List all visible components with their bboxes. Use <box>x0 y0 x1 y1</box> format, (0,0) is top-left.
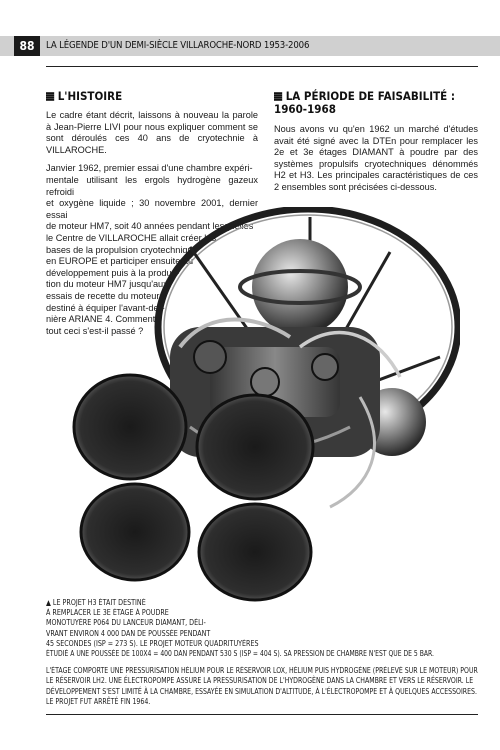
caption-line: À REMPLACER LE 3E ÉTAGE À POUDRE <box>46 608 169 618</box>
text-line: Janvier 1962, premier essai d'une chambre expéri- <box>46 163 253 174</box>
nozzle-lower-right <box>199 504 311 600</box>
nozzle-upper-right <box>197 395 313 499</box>
text-line: tout ceci s'est-il passé ? <box>46 325 144 336</box>
feasibility-paragraph-1: Nous avons vu qu'en 1962 un marché d'études avait été signé avec la DTEn pour remplacer les 2e et 3e étages DIAMANT à poudre par des systèmes propulsifs cryotechniques dénommés H2 et H3. Les principales caractéristiques de ces 2 ensembles sont précisées ci-dessous. <box>274 124 478 192</box>
text-line: le Centre de VILLAROCHE allait créer les <box>46 232 217 243</box>
text-line: nière ARIANE 4. Comment <box>46 314 156 325</box>
text-line: bases de la propulsion cryotechnique <box>46 244 198 255</box>
text-line: et oxygène liquide ; 30 novembre 2001, dernier essai <box>46 198 258 220</box>
oxidizer-tank-sphere <box>252 239 348 335</box>
top-rule <box>46 66 478 67</box>
text-line: mentale utilisant les ergols hydrogène gazeux refroidi <box>46 174 258 197</box>
text-line: destiné à équiper l'avant-der- <box>46 302 165 313</box>
heading-text-line2: 1960-1968 <box>274 102 336 116</box>
running-title: LA LÉGENDE D'UN DEMI-SIÈCLE VILLAROCHE-NORD 1953-2006 <box>46 40 310 51</box>
caption-line: ▲ LE PROJET H3 ÉTAIT DESTINÉ <box>46 598 146 607</box>
caption-paragraph: L'ÉTAGE COMPORTE UNE PRESSURISATION HÉLIUM POUR LE RÉSERVOIR LOX, HÉLIUM PUIS HYDROGÈNE (PRÉLEVÉ SUR LE MOTEUR) POUR LE RÉSERVOIR LH2. UNE ÉLECTROPOMPE ASSURE LA PRESSURISATION DE L'HYDROGÈNE DANS LA CHAMBRE ET VERS LE RÉSERVOIR. LE DÉVELOPPEMENT S'EST LIMITÉ À LA CHAMBRE, ESSAYÉE EN SIMULATION D'ALTITUDE, À L'ÉLECTROPOMPE ET À QUELQUES ACCESSOIRES. LE PROJET FUT ARRÊTÉ FIN 1964. <box>46 666 478 706</box>
section-heading-feasibility <box>274 90 455 116</box>
text-line: développement puis à la produc- <box>46 267 180 278</box>
text-line: tion du moteur HM7 jusqu'aux <box>46 279 168 290</box>
nozzle-upper-left <box>74 375 186 479</box>
text-line: en EUROPE et participer ensuite au <box>46 256 194 267</box>
text-line: essais de recette du moteur <box>46 290 160 301</box>
square-bullet-icon <box>274 92 282 101</box>
engine-photo <box>60 207 460 609</box>
caption-line: 45 SECONDES (ISP = 273 S). LE PROJET MOTEUR QUADRITUYÈRES <box>46 638 259 648</box>
history-paragraph-1: Le cadre étant décrit, laissons à nouveau la parole à Jean-Pierre LIVI pour nous expliquer comment se sont déroulés ces 40 ans de cryotechnie à VILLAROCHE. <box>46 110 258 155</box>
caption-line: MONOTUYÈRE P064 DU LANCEUR DIAMANT, DÉLI- <box>46 618 206 628</box>
section-heading-history <box>46 90 122 103</box>
page-number: 88 <box>14 36 40 56</box>
text-line: de moteur HM7, soit 40 années pendant lesquelles <box>46 221 254 232</box>
heading-text-line1: LA PÉRIODE DE FAISABILITÉ : <box>285 89 455 103</box>
bottom-rule <box>46 714 478 715</box>
figure-caption <box>46 598 478 707</box>
caption-line: ÉTUDIÉ A UNE POUSSÉE DE 100X4 = 400 DAN PENDANT 530 S (ISP = 404 S). SA PRESSION DE CHAMBRE N'EST QUE DE 5 BAR. <box>46 649 434 659</box>
nozzle-lower-left <box>81 484 189 580</box>
heading-text: L'HISTOIRE <box>57 89 123 103</box>
square-bullet-icon <box>46 92 54 101</box>
caption-line: VRANT ENVIRON 4 000 DAN DE POUSSÉE PENDANT <box>46 628 211 638</box>
feasibility-text <box>274 124 478 201</box>
